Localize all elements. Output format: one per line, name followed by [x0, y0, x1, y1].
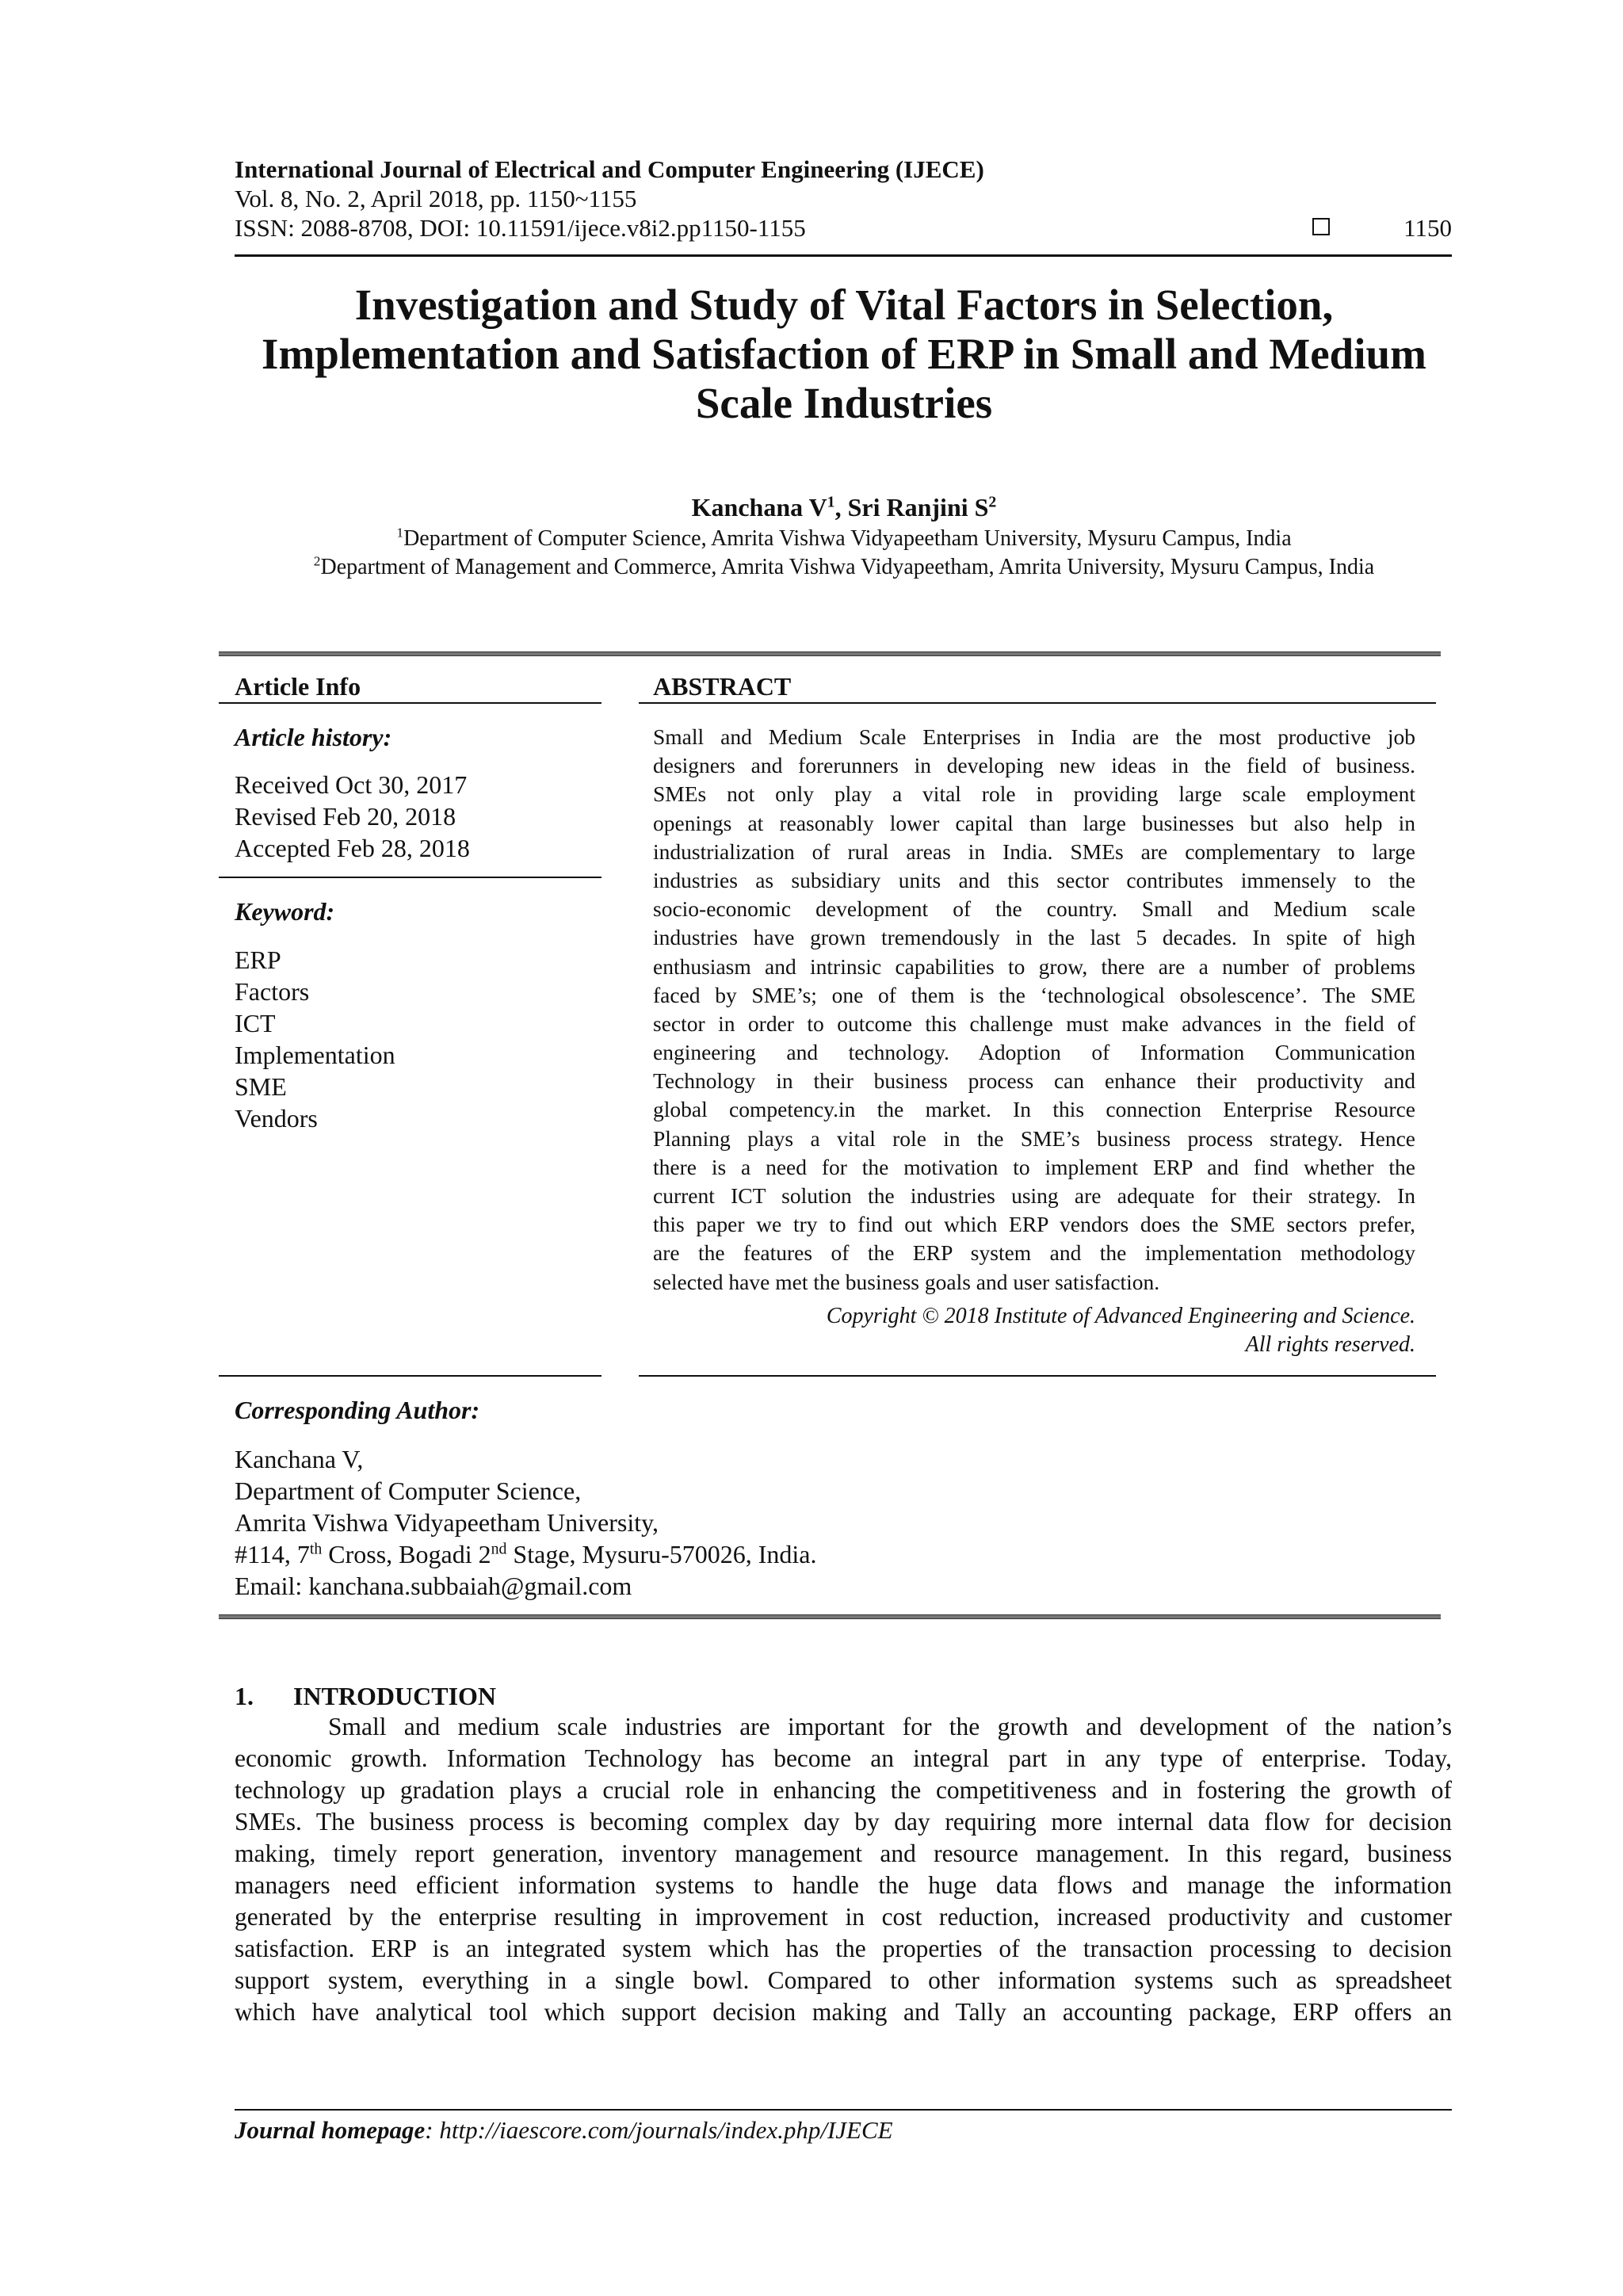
abstract-line: SMEs not only play a vital role in providing large scale employment — [653, 781, 1415, 807]
info-box-top-rule — [219, 651, 1441, 656]
abstract-heading: ABSTRACT — [653, 672, 792, 701]
journal-name: International Journal of Electrical and Computer Engineering (IJECE) — [235, 155, 984, 183]
body-line: SMEs. The business process is becoming complex day by day requiring more internal data flow for decision — [235, 1808, 1452, 1836]
article-history — [235, 769, 470, 864]
address-text: Cross, Bogadi 2 — [322, 1540, 491, 1568]
copyright-line: All rights reserved. — [1245, 1332, 1415, 1357]
author-list — [206, 491, 1482, 523]
author-name: Kanchana V, — [235, 1445, 364, 1473]
author-email: Email: kanchana.subbaiah@gmail.com — [235, 1572, 632, 1600]
abstract-line: engineering and technology. Adoption of Information Communication — [653, 1040, 1415, 1065]
header-divider — [235, 254, 1452, 257]
abstract-line: Technology in their business process can enhance their productivity and — [653, 1068, 1415, 1094]
author-address — [235, 1538, 816, 1570]
footer-divider — [235, 2109, 1452, 2111]
article-info-heading: Article Info — [235, 672, 361, 701]
copyright-notice — [653, 1302, 1415, 1359]
info-divider — [219, 702, 601, 704]
title-line: Scale Industries — [695, 379, 993, 427]
abstract-line: socio-economic development of the country. Small and Medium scale — [653, 896, 1415, 922]
journal-volume: Vol. 8, No. 2, April 2018, pp. 1150~1155 — [235, 185, 637, 212]
abstract-line: this paper we try to find out which ERP vendors does the SME sectors prefer, — [653, 1212, 1415, 1237]
history-entry: Revised Feb 20, 2018 — [235, 802, 456, 831]
keyword: Implementation — [235, 1041, 395, 1069]
affiliation-mark: 2 — [313, 553, 321, 569]
author-name: Sri Ranjini S — [847, 493, 989, 521]
author-separator: , — [834, 493, 848, 521]
history-entry: Accepted Feb 28, 2018 — [235, 834, 470, 862]
body-line: support system, everything in a single bowl. Compared to other information systems such as spreadsheet — [235, 1966, 1452, 1994]
keyword: Factors — [235, 977, 310, 1006]
abstract-bottom-divider — [639, 1375, 1436, 1377]
title-line: Implementation and Satisfaction of ERP in Small and Medium — [262, 330, 1426, 378]
abstract-line: enthusiasm and intrinsic capabilities to grow, there are a number of problems — [653, 953, 1415, 979]
affiliation — [127, 525, 1561, 553]
abstract-line: faced by SME’s; one of them is the ‘technological obsolescence’. The SME — [653, 982, 1415, 1007]
abstract-line: are the features of the ERP system and the implementation methodology — [653, 1240, 1415, 1266]
body-line: technology up gradation plays a crucial role in enhancing the competitiveness and in fostering the growth of — [235, 1776, 1452, 1804]
body-line: generated by the enterprise resulting in improvement in cost reduction, increased productivity and customer — [235, 1903, 1452, 1931]
author-affil-mark: 2 — [988, 493, 997, 511]
keyword: SME — [235, 1072, 287, 1101]
abstract-line: designers and forerunners in developing new ideas in the field of business. — [653, 753, 1415, 778]
abstract-line: openings at reasonably lower capital than large businesses but also help in — [653, 810, 1415, 835]
body-line: making, timely report generation, inventory management and resource management. In this regard, business — [235, 1839, 1452, 1867]
section-heading — [235, 1682, 496, 1710]
body-line: satisfaction. ERP is an integrated system which has the properties of the transaction processing to decision — [235, 1935, 1452, 1962]
section-title: INTRODUCTION — [293, 1682, 497, 1710]
introduction-body — [235, 1711, 1452, 2028]
body-line: which have analytical tool which support decision making and Tally an accounting package, ERP offers an — [235, 1998, 1452, 2026]
abstract-line: industries have grown tremendously in the last 5 decades. In spite of high — [653, 925, 1415, 950]
affiliation-text: Department of Management and Commerce, Amrita Vishwa Vidyapeetham, Amrita University, Mysuru Campus, India — [320, 555, 1375, 579]
keyword: Vendors — [235, 1104, 318, 1133]
history-divider — [219, 877, 601, 878]
author-affil-mark: 1 — [827, 493, 835, 511]
info-box-bottom-rule — [219, 1614, 1441, 1619]
body-line: managers need efficient information systems to handle the huge data flows and manage the information — [235, 1871, 1452, 1899]
affiliation — [127, 553, 1561, 582]
homepage-label: Journal homepage — [235, 2116, 426, 2144]
abstract-line: current ICT solution the industries using are adequate for their strategy. In — [653, 1183, 1415, 1208]
square-bullet-icon — [1312, 218, 1330, 235]
paper-title — [206, 281, 1482, 428]
section-number: 1. — [235, 1682, 254, 1710]
abstract-line: industrialization of rural areas in India. SMEs are complementary to large — [653, 839, 1415, 864]
abstract-line: global competency.in the market. In this connection Enterprise Resource — [653, 1097, 1415, 1122]
journal-homepage — [235, 2116, 893, 2145]
corresponding-author-heading: Corresponding Author: — [235, 1396, 480, 1424]
copyright-line: Copyright © 2018 Institute of Advanced Engineering and Science. — [826, 1304, 1415, 1328]
homepage-link[interactable]: http://iaescore.com/journals/index.php/IJECE — [439, 2116, 893, 2144]
journal-issn: ISSN: 2088-8708, DOI: 10.11591/ijece.v8i2.pp1150-1155 — [235, 214, 806, 242]
history-entry: Received Oct 30, 2017 — [235, 770, 468, 799]
affiliation-text: Department of Computer Science, Amrita Vishwa Vidyapeetham University, Mysuru Campus, India — [403, 526, 1292, 551]
article-history-heading: Article history: — [235, 723, 392, 751]
abstract-line: Small and Medium Scale Enterprises in India are the most productive job — [653, 724, 1415, 749]
abstract-line: there is a need for the motivation to implement ERP and find whether the — [653, 1154, 1415, 1179]
info-bottom-divider — [219, 1375, 601, 1377]
address-text: #114, 7 — [235, 1540, 310, 1568]
abstract-body — [653, 723, 1415, 1297]
homepage-colon: : — [425, 2116, 440, 2144]
abstract-line: Planning plays a vital role in the SME’s business process strategy. Hence — [653, 1125, 1415, 1151]
author-department: Department of Computer Science, — [235, 1477, 582, 1505]
keyword-heading: Keyword: — [235, 897, 335, 926]
affiliation-mark: 1 — [396, 525, 404, 541]
author-university: Amrita Vishwa Vidyapeetham University, — [235, 1508, 659, 1537]
abstract-divider — [639, 702, 1436, 704]
page-number: 1150 — [1403, 214, 1452, 242]
body-line: economic growth. Information Technology has become an integral part in any type of enterprise. Today, — [235, 1744, 1452, 1772]
address-text: Stage, Mysuru-570026, India. — [506, 1540, 817, 1568]
body-line: Small and medium scale industries are important for the growth and development of the nation’s — [328, 1713, 1452, 1740]
keyword: ICT — [235, 1009, 276, 1037]
keyword-list — [235, 944, 395, 1134]
ordinal-suffix: th — [309, 1540, 323, 1558]
corresponding-author-details — [235, 1443, 816, 1602]
title-line: Investigation and Study of Vital Factors in Selection, — [354, 281, 1334, 329]
abstract-line: sector in order to outcome this challenge must make advances in the field of — [653, 1010, 1415, 1036]
author-name: Kanchana V — [691, 493, 827, 521]
ordinal-suffix: nd — [491, 1540, 507, 1558]
abstract-line: industries as subsidiary units and this sector contributes immensely to the — [653, 867, 1415, 892]
keyword: ERP — [235, 946, 281, 974]
abstract-line: selected have met the business goals and user satisfaction. — [653, 1269, 1160, 1294]
